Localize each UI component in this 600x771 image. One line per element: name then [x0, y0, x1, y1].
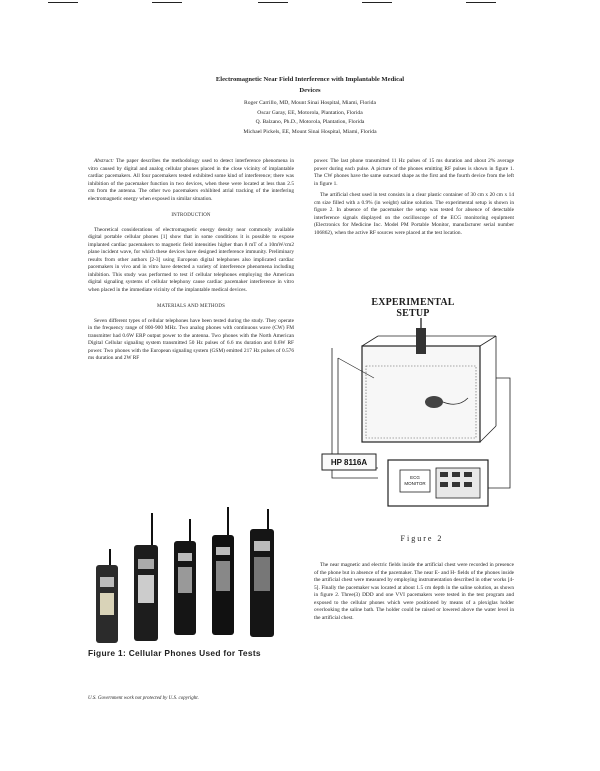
author-4: Michael Pickels, EE, Mount Sinai Hospital, Miami, Florida [243, 128, 377, 135]
experimental-setup-diagram [318, 318, 518, 528]
phone-2 [134, 513, 158, 641]
phone-1 [96, 549, 118, 643]
phone-5 [250, 509, 274, 637]
phone-4 [212, 507, 234, 635]
ecg-monitor [388, 460, 488, 506]
right-paragraph-3: The near magnetic and electric fields inside the artificial chest were recorded in presence of the phone but in absence of the pacemaker. The near E- and H- fields of the phones inside the artificial chest were measured by employing instrumentation described in other works [4-5]. Finally the pacemaker was located at about 1.5 cm depth in the saline solution, as shown in figure 2. Three(3) DDD and one VVI pacemakers were tested in the test program and exposed to the cellular phones which were positioned by means of a plexiglas holder overlooking the saline bath. The holder could be raised or lowered above the water level in the artificial chest. [314, 562, 514, 621]
figure-1-caption: Figure 1: Cellular Phones Used for Tests [88, 648, 261, 658]
right-paragraph-2: The artificial chest used in test consists in a clear plastic container of 30 cm x 20 cm x 14 cm size filled with a 0.9% (in weight) saline solution. The experimental setup is shown in figure 2. In absence of the pacemaker the setup was tested for absence of detectable interference signals displayed on the oscilloscope of the ECG monitoring equipment (Electronics for Medicine Inc. Model PM Portable Monitor, manufacturer serial number 106862), when the active RF sources were placed at the test location. [314, 192, 514, 236]
left-column [88, 158, 294, 367]
author-2: Oscar Garay, EE, Motorola, Plantation, Florida [257, 109, 363, 116]
abstract-label: Abstract: [94, 158, 114, 164]
title-line-1: Electromagnetic Near Field Interference with Implantable Medical [215, 76, 405, 83]
author-3: Q. Balzano, Ph.D., Motorola, Plantation, Florida [255, 119, 365, 126]
phone-3 [174, 519, 196, 635]
right-column-lower [314, 562, 514, 626]
intro-paragraph: Theoretical considerations of electromagnetic energy density near commonly available digital portable cellular phones [1] show that in some conditions it is possible to expose implanted cardiac pacemakers to magnetic field intensities higher than 8 mT of a 10mW/cm2 plane incident wave, for which these devices have designed interference immunity. Preliminary results from other authors [2-3] using European digital telephones also implicated cardiac pacemakers in vivo and in vitro have detected a variety of interference phenomena including inhibition. This study was performed to test if cellular telephones employing the American digital signaling systems of cellular telephony cause cardiac pacemaker interference in vitro when placed in the immediate vicinity of the implantable medical devices. [88, 226, 294, 293]
paper-title [160, 74, 460, 96]
top-rule-1 [48, 2, 78, 3]
top-rule-3 [258, 2, 288, 3]
author-1: Roger Carrillo, MD, Mount Sinai Hospital, Miami, Florida [244, 100, 376, 106]
top-rule-2 [152, 2, 182, 3]
top-rule-5 [466, 2, 496, 3]
figure-2-caption: Figure 2 [400, 534, 444, 543]
phone-holder [416, 318, 426, 354]
abstract-text: The paper describes the methodology used to detect interference phenomena in vitro caused by digital and analog cellular phones placed in the close vicinity of implantable cardiac pacemakers. All four pacemakers tested exhibited some kind of interference; there was inhibition of the pacemaker function in two devices, when these were located at less than 2.5 cm from the antenna. The other two pacemakers exhibited atrial tracking of the interfering electromagnetic energy when exposed in similar situation. [88, 158, 294, 202]
cellular-phones-photo [92, 505, 292, 645]
top-rule-4 [362, 2, 392, 3]
artificial-chest-tank [362, 336, 496, 442]
author-list [160, 99, 460, 137]
instrument-label: HP 8116A [330, 458, 368, 467]
right-paragraph-1: power. The last phone transmitted 11 Hz pulses of 15 ms duration and about 2% average power during each pulse. A picture of the phones emitting RF pulses is shown in figure 1. The CW phones have the same outward shape as the first and the fourth device from the left in figure 1. [314, 158, 514, 187]
methods-heading: MATERIALS AND METHODS [156, 304, 226, 309]
intro-heading: INTRODUCTION [171, 213, 211, 218]
ecg-label-line-1: ECG [410, 475, 420, 480]
title-line-2: Devices [299, 87, 321, 94]
right-column [314, 158, 514, 241]
hp8116a-instrument [322, 454, 376, 470]
methods-paragraph: Seven different types of cellular telephones have been tested during the study. They operate in the frequency range of 800-900 MHz. Two analog phones with continuous wave (CW) FM transmitter had 0.6W ERP output power to the antenna. Two phones with the North American Digital Cellular signaling system transmitted 50 Hz pulses of 6.6 ms duration and 0.6W RF power. Two phones with the European signaling system (GSM) emitted 217 Hz pulses of 0.576 ms duration and 2W RF [88, 317, 294, 361]
abstract [88, 158, 294, 203]
ecg-label-line-2: MONITOR [404, 481, 426, 486]
setup-title: EXPERIMENTAL SETUP [371, 297, 455, 319]
footnote: U.S. Government work not protected by U.S. copyright. [88, 696, 199, 701]
